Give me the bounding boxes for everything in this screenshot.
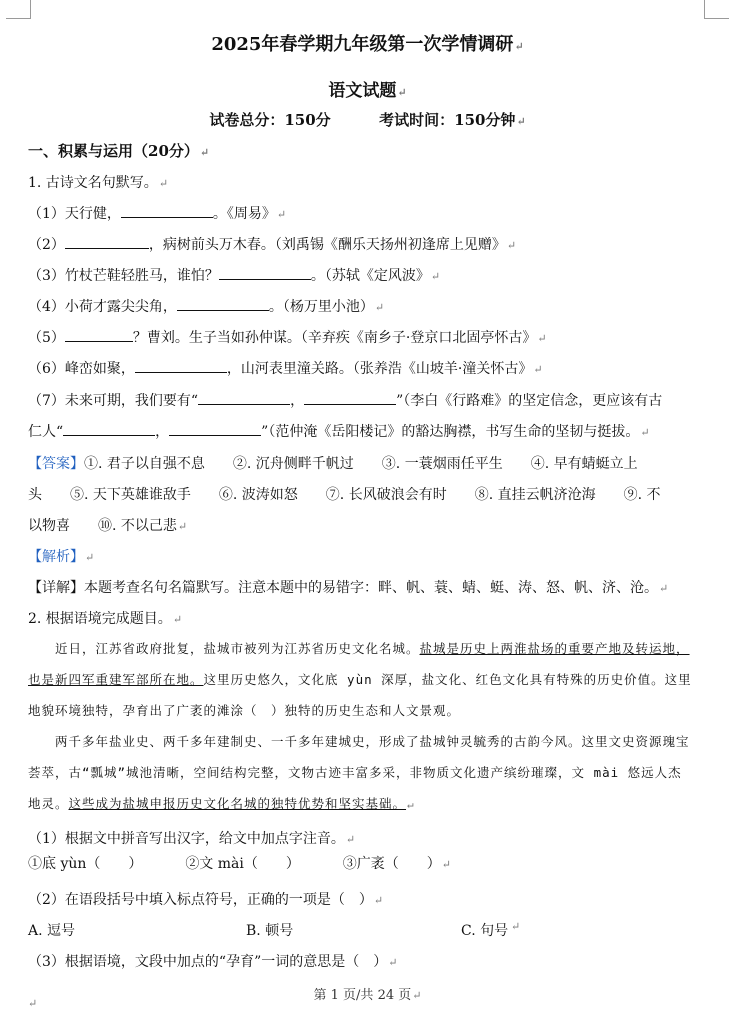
exam-title: 2025年春学期九年级第一次学情调研↵ xyxy=(211,34,524,55)
underlined-sentence: 盐城是历史上两淮盐场的重要产地及转运地，也是新四军重建军部所在地。 xyxy=(28,641,690,687)
q2-prompt: 2. 根据语境完成题目。↵ xyxy=(28,611,183,627)
q2-sub1: （1）根据文中拼音写出汉字，给文中加点字注音。↵ xyxy=(28,831,356,847)
page-footer: 第 1 页/共 24 页↵ xyxy=(313,988,422,1003)
q2-sub2: （2）在语段括号中填入标点符号，正确的一项是（ ）↵ xyxy=(28,892,384,908)
fill-option[interactable]: ①底 yùn（ ） xyxy=(28,856,143,872)
answer-blank[interactable] xyxy=(65,327,133,342)
underlined-sentence: 这些成为盐城申报历史文化名城的独特优势和坚实基础。 xyxy=(68,796,407,811)
exam-meta: 试卷总分：150分 考试时间：150分钟↵ xyxy=(209,111,526,129)
q2-sub1-options: ①底 yùn（ ） ②文 mài（ ） ③广袤（ ）↵ xyxy=(28,856,451,872)
fill-option[interactable]: ③广袤（ ） xyxy=(342,856,441,872)
q1-item-3: （3）竹杖芒鞋轻胜马，谁怕？ 。（苏轼《定风波》↵ xyxy=(28,265,703,285)
answer-blank[interactable] xyxy=(65,234,149,249)
answer-blank[interactable] xyxy=(63,421,155,436)
section-heading: 一、积累与运用（20分）↵ xyxy=(28,142,210,160)
analysis-label: 【解析】↵ xyxy=(28,549,95,565)
answer-blank[interactable] xyxy=(121,203,213,218)
choice-a[interactable]: A. 逗号 xyxy=(28,923,76,939)
fill-option[interactable]: ②文 mài（ ） xyxy=(185,856,300,872)
paragraph-mark: ↵ xyxy=(28,997,38,1010)
answer-blank[interactable] xyxy=(304,390,396,405)
choice-b[interactable]: B. 顿号 xyxy=(246,923,294,939)
passage-paragraph-2: 两千多年盐业史、两千多年建制史、一千多年建城史，形成了盐城钟灵毓秀的古韵今风。这里文史资源瑰宝荟萃，古“瓢城”城池清晰，空间结构完整，文物古迹丰富多采，非物质文化遗产缤纷璀璨，文 mài 悠远人杰地灵。这些成为盐城申报历史文化名城的独特优势和坚实基础。↵ xyxy=(28,734,690,811)
answer-blank[interactable] xyxy=(198,390,290,405)
q1-item-7-line2: 仁人“ ， ”（范仲淹《岳阳楼记》的豁达胸襟，书写生命的坚韧与挺拔。↵ xyxy=(28,421,703,441)
answer-blank[interactable] xyxy=(135,358,227,373)
answer-line-1: 【答案】①. 君子以自强不息 ②. 沉舟侧畔千帆过 ③. 一蓑烟雨任平生 ④. 早有蜻蜓立上 xyxy=(28,456,638,472)
q1-prompt: 1. 古诗文名句默写。↵ xyxy=(28,175,169,191)
analysis-detail: 【详解】本题考查名句名篇默写。注意本题中的易错字：畔、帆、蓑、蜻、蜓、涛、怒、帆、济、沧。↵ xyxy=(28,580,669,596)
q1-item-4: （4）小荷才露尖尖角， 。（杨万里小池）↵ xyxy=(28,296,703,316)
choice-c[interactable]: C. 句号 xyxy=(461,923,509,939)
answer-blank[interactable] xyxy=(177,296,269,311)
total-score: 试卷总分：150分 xyxy=(209,111,331,129)
q1-item-1: （1）天行健， 。《周易》↵ xyxy=(28,203,703,223)
exam-time: 考试时间：150分钟 xyxy=(379,111,516,129)
answer-label: 【答案】 xyxy=(28,456,84,472)
answer-line-3: 以物喜 ⑩. 不以己悲↵ xyxy=(28,518,188,534)
page-corner-mark-left xyxy=(6,0,31,19)
answer-blank[interactable] xyxy=(219,265,311,280)
answer-blank[interactable] xyxy=(169,421,261,436)
passage-paragraph-1: 近日，江苏省政府批复，盐城市被列为江苏省历史文化名城。盐城是历史上两淮盐场的重要产地及转运地，也是新四军重建军部所在地。这里历史悠久，文化底 yùn 深厚，盐文化、红色文化具有特殊的历史价值。这里地貌环境独特，孕育出了广袤的滩涂（ ）独特的历史生态和人文景观。 xyxy=(28,641,692,718)
q2-sub3: （3）根据语境，文段中加点的“孕育”一词的意思是（ ）↵ xyxy=(28,954,398,970)
q1-item-2: （2） ，病树前头万木春。（刘禹锡《酬乐天扬州初逢席上见赠》↵ xyxy=(28,234,703,254)
exam-subject: 语文试题↵ xyxy=(328,81,407,101)
page-corner-mark-right xyxy=(704,0,729,19)
q1-item-5: （5） ？曹刘。生子当如孙仲谋。（辛弃疾《南乡子·登京口北固亭怀古》↵ xyxy=(28,327,703,347)
answer-line-2: 头 ⑤. 天下英雄谁敌手 ⑥. 波涛如怒 ⑦. 长风破浪会有时 ⑧. 直挂云帆济沧海 ⑨. 不 xyxy=(28,487,661,503)
q1-item-6: （6）峰峦如聚， ，山河表里潼关路。（张养浩《山坡羊·潼关怀古》↵ xyxy=(28,358,703,378)
q1-item-7-line1: （7）未来可期，我们要有“ ， ”（李白《行路难》的坚定信念，更应该有古 xyxy=(28,390,703,410)
